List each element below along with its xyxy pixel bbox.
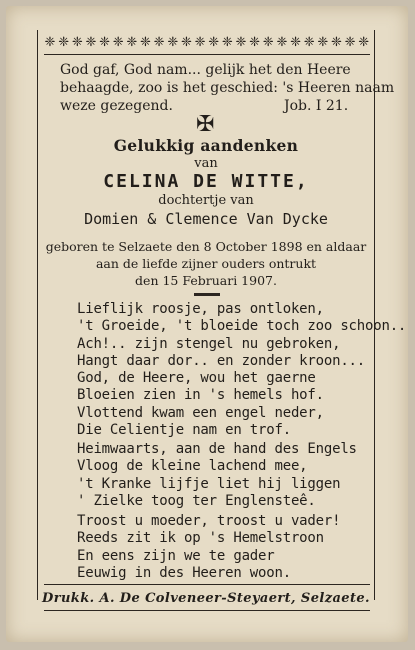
- ornament-icon: ❈: [276, 34, 288, 50]
- cross-icon: ✠: [196, 112, 215, 137]
- ornament-icon: ❈: [290, 34, 301, 50]
- verse-line-3: weze gezegend.: [60, 98, 173, 114]
- poem-line: 't Groeide, 't bloeide toch zoo schoon..: [77, 318, 407, 335]
- ornament-icon: ❈: [126, 34, 138, 50]
- title-of: van: [194, 156, 218, 171]
- poem-line: Troost u moeder, troost u vader!: [77, 513, 341, 529]
- bottom-rule: [44, 584, 370, 585]
- bottom-rule-lower: [44, 610, 370, 611]
- ornament-icon: ❈: [249, 34, 261, 50]
- poem-line: Ach!.. zijn stengel nu gebroken,: [77, 335, 341, 352]
- ornament-icon: ❈: [331, 34, 342, 50]
- ornament-icon: ❈: [194, 34, 206, 50]
- ornament-icon: ❈: [44, 34, 56, 50]
- ornament-icon: ❈: [167, 34, 179, 50]
- ornament-icon: ❈: [303, 34, 315, 50]
- poem-line: 't Kranke lijfje liet hij liggen: [77, 475, 341, 492]
- ornament-icon: ❈: [58, 34, 70, 50]
- ornament-icon: ❈: [85, 34, 97, 50]
- birth-line: geboren te Selzaete den 8 October 1898 en aldaar: [45, 239, 367, 254]
- ornament-icon: ❈: [99, 34, 111, 50]
- poem-line: Vloog de kleine lachend mee,: [77, 458, 308, 475]
- ornament-icon: ❈: [262, 34, 274, 50]
- subtitle: dochtertje van: [158, 193, 254, 208]
- poem-line: Heimwaarts, aan de hand des Engels: [77, 441, 357, 457]
- ornament-icon: ❈: [221, 34, 233, 50]
- verse-line-1: God gaf, God nam... gelijk het den Heere: [60, 62, 351, 78]
- ornament-icon: ❈: [358, 34, 370, 50]
- ornament-icon: ❈: [235, 34, 247, 50]
- poem-line: Eeuwig in des Heeren woon.: [77, 564, 291, 581]
- poem-line: God, de Heere, wou het gaerne: [77, 370, 316, 386]
- verse-reference: Job. I 21.: [284, 98, 349, 114]
- ornament-icon: ❈: [140, 34, 151, 50]
- ornament-icon: ❈: [344, 34, 356, 50]
- poem-line: ' Zielke toog ter Englensteê.: [77, 492, 316, 509]
- printer-credit: Drukk. A. De Colveneer-Steyaert, Selzaete.: [42, 591, 370, 606]
- ornament-icon: ❈: [317, 34, 329, 50]
- poem-line: Reeds zit ik op 's Hemelstroon: [77, 530, 324, 547]
- ornament-icon: ❈: [180, 34, 192, 50]
- ornament-icon: ❈: [71, 34, 83, 50]
- ornament-icon: ❈: [112, 34, 124, 50]
- ornament-icon: ❈: [153, 34, 165, 50]
- poem-line: Die Celientje nam en trof.: [77, 421, 291, 438]
- ornament-icon: ❈: [208, 34, 220, 50]
- poem-line: Bloeien zien in 's hemels hof.: [77, 387, 324, 404]
- poem-line: Lieflijk roosje, pas ontloken,: [77, 301, 324, 317]
- poem-line: En eens zijn we te gader: [77, 547, 275, 564]
- poem-line: Hangt daar dor.. en zonder kroon...: [77, 352, 366, 369]
- divider: [194, 293, 220, 296]
- parents-names: Domien & Clemence Van Dycke: [84, 210, 328, 228]
- death-date: den 15 Februari 1907.: [135, 273, 277, 288]
- deceased-name: CELINA DE WITTE,: [103, 171, 309, 192]
- poem-line: Vlottend kwam een engel neder,: [77, 404, 324, 421]
- verse-line-2: behaagde, zoo is het geschied: 's Heeren naam: [60, 80, 395, 96]
- ornament-border: [44, 34, 370, 55]
- death-line: aan de liefde zijner ouders ontrukt: [95, 256, 317, 271]
- page-title: Gelukkig aandenken: [113, 136, 299, 155]
